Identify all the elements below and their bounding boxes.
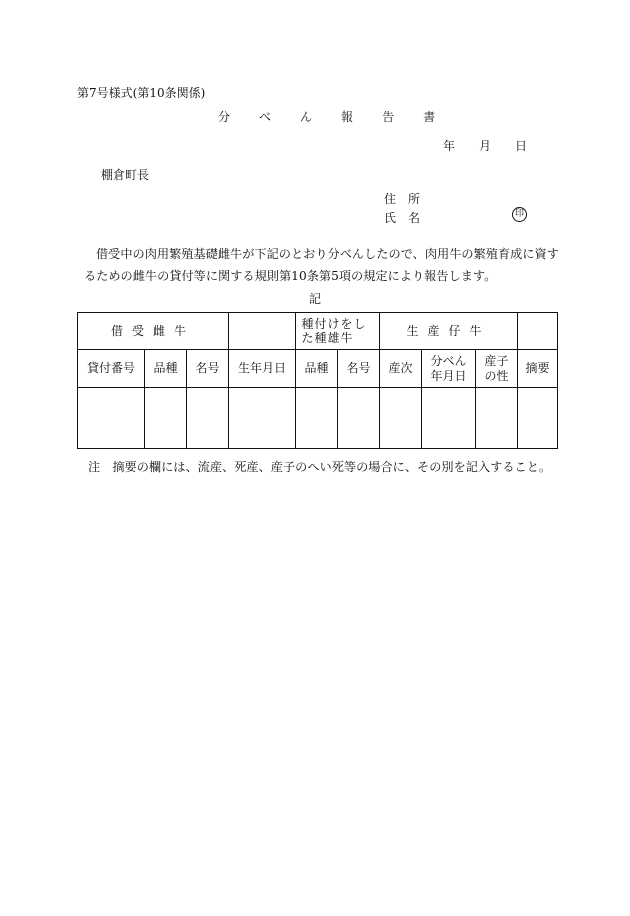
calving-report-table <box>77 312 558 449</box>
col-breed: 品種 <box>296 350 338 388</box>
entry-cell[interactable] <box>380 388 422 449</box>
entry-cell[interactable] <box>518 388 558 449</box>
entry-cell[interactable] <box>187 388 229 449</box>
group-bred-bull <box>296 313 380 350</box>
col-breed: 品種 <box>145 350 187 388</box>
group-empty-cell <box>518 313 558 350</box>
group-borrowed-cow: 借受雌牛 <box>78 313 229 350</box>
title-char: 分 <box>218 110 232 124</box>
document-title <box>218 108 464 125</box>
title-char: 報 <box>341 110 355 124</box>
col-parity: 産次 <box>380 350 422 388</box>
col-remarks: 摘要 <box>518 350 558 388</box>
entry-cell[interactable] <box>296 388 338 449</box>
entry-cell[interactable] <box>229 388 296 449</box>
col-calf-sex-label: 産子の性 <box>484 353 509 383</box>
seal-mark: 印 <box>512 207 527 222</box>
title-char: べ <box>259 110 273 124</box>
col-calving-date <box>422 350 476 388</box>
col-name: 名号 <box>338 350 380 388</box>
name-label: 氏 名 <box>384 211 421 225</box>
footnote: 注 摘要の欄には、流産、死産、産子のへい死等の場合に、その別を記入すること。 <box>88 460 552 474</box>
report-body-text: 借受中の肉用繁殖基礎雌牛が下記のとおり分べんしたので、肉用牛の繁殖育成に資するための雌牛の貸付等に関する規則第10条第5項の規定により報告します。 <box>84 247 559 283</box>
date-line <box>443 137 551 154</box>
date-month: 月 <box>479 139 492 153</box>
addressee: 棚倉町長 <box>101 168 150 182</box>
group-empty-cell <box>229 313 296 350</box>
col-loan-number: 貸付番号 <box>78 350 145 388</box>
group-bred-bull-label: 種付けをした種雄牛 <box>301 317 367 345</box>
group-calf: 生産仔牛 <box>380 313 518 350</box>
ki-heading: 記 <box>309 292 322 306</box>
report-body <box>84 243 564 287</box>
entry-cell[interactable] <box>476 388 518 449</box>
entry-cell[interactable] <box>78 388 145 449</box>
form-number: 第7号様式(第10条関係) <box>77 86 206 100</box>
col-birthdate: 生年月日 <box>229 350 296 388</box>
title-char: 告 <box>382 110 396 124</box>
entry-cell[interactable] <box>145 388 187 449</box>
entry-cell[interactable] <box>338 388 380 449</box>
col-calving-date-label: 分べん年月日 <box>430 353 467 383</box>
address-label: 住 所 <box>384 192 421 206</box>
date-year: 年 <box>443 139 456 153</box>
entry-cell[interactable] <box>422 388 476 449</box>
title-char: 書 <box>423 110 437 124</box>
title-char: ん <box>300 110 314 124</box>
col-name: 名号 <box>187 350 229 388</box>
col-calf-sex <box>476 350 518 388</box>
date-day: 日 <box>515 139 528 153</box>
